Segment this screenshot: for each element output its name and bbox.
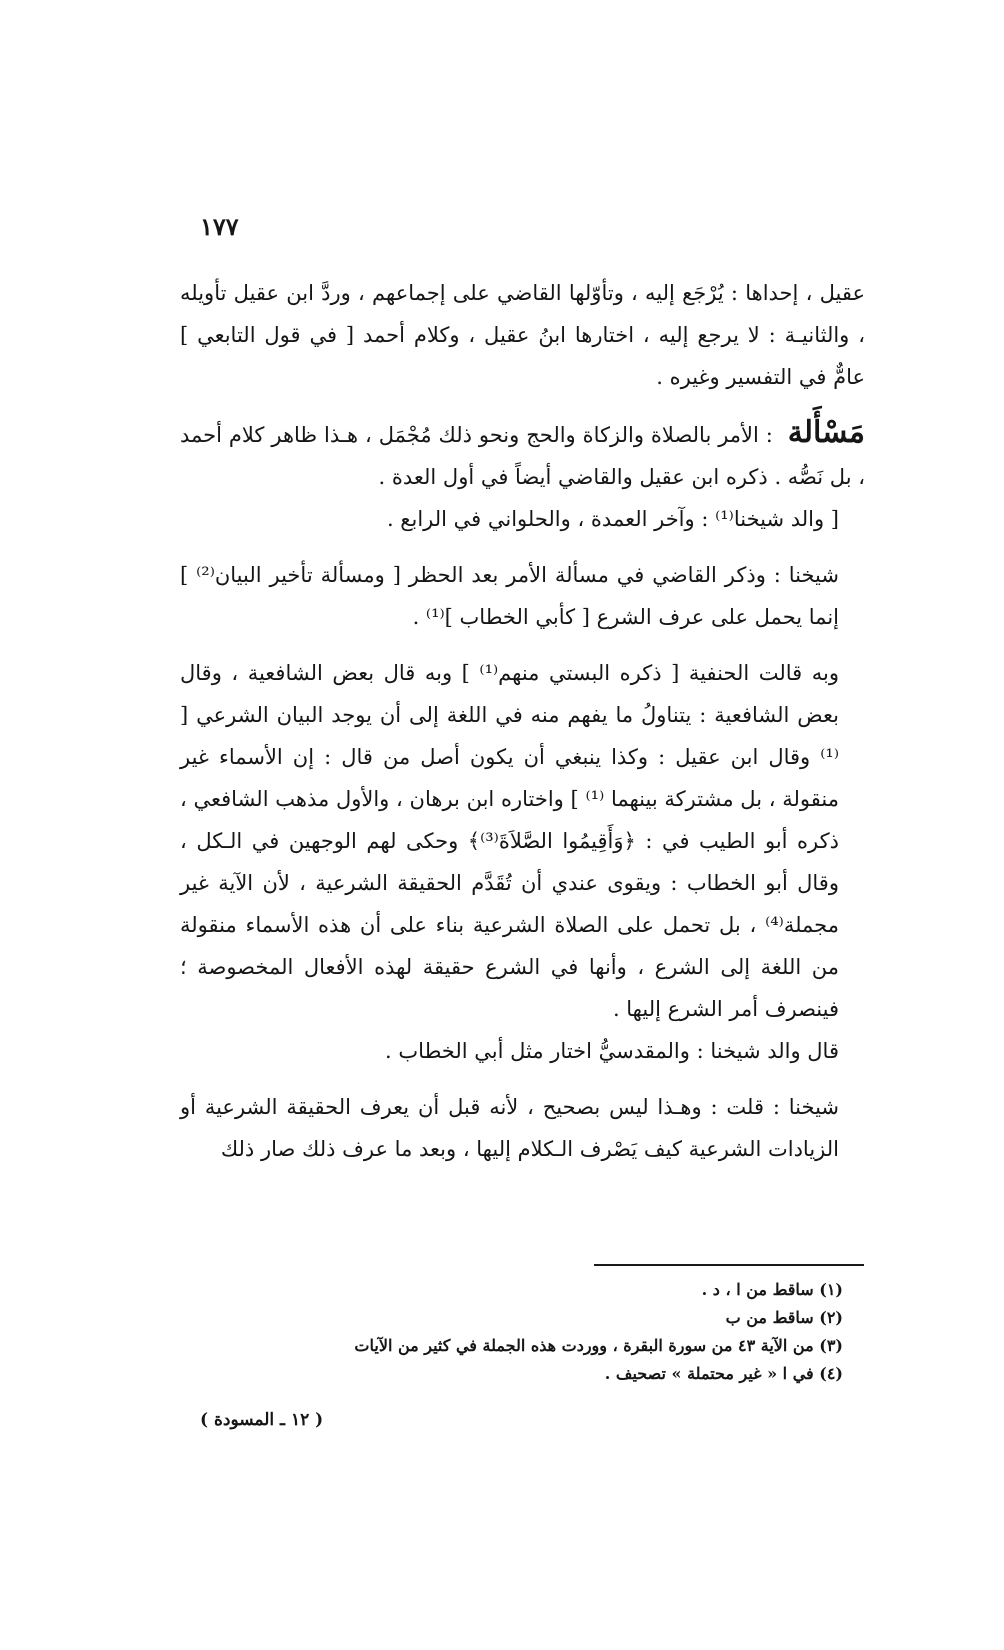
footnote-3: (٣) من الآية ٤٣ من سورة البقرة ، ووردت هذه الجملة في كثير من الآيات bbox=[354, 1336, 843, 1355]
paragraph: وبه قالت الحنفية [ ذكره البستي منهم⁽¹⁾ ] وبه قال بعض الشافعية ، وقال بعض الشافعية : يتناولُ ما يفهم منه في اللغة إلى أن يوجد البيان الشرعي [ ⁽¹⁾ وقال ابن عقيل : وكذا ينبغي أن يكون أصل من قال : إن الأسماء غير منقولة ، بل مشتركة بينهما ⁽¹⁾ ] واختاره ابن برهان ، والأول مذهب الشافعي ، ذكره أبو الطيب في : ﴿وَأَقِيمُوا الصَّلاَةَ⁽³⁾﴾ وحكى لهم الوجهين في الـكل ، وقال أبو الخطاب : ويقوى عندي أن تُقَدَّم الحقيقة الشرعية ، لأن الآية غير مجملة⁽⁴⁾ ، بل تحمل على الصلاة الشرعية بناء على أن هذه الأسماء منقولة من اللغة إلى الشرع ، وأنها في الشرع حقيقة لهذه الأفعال المخصوصة ؛ فينصرف أمر الشرع إليها . bbox=[180, 661, 839, 1021]
main-text bbox=[180, 272, 865, 1170]
paragraph-masala bbox=[180, 412, 865, 498]
footnote-divider bbox=[594, 1264, 864, 1266]
footnotes bbox=[180, 1276, 843, 1388]
paragraph: عقيل ، إحداها : يُرْجَع إليه ، وتأوّلها القاضي على إجماعهم ، وردَّ ابن عقيل تأويله ، والثانيـة : لا يرجع إليه ، اختارها ابنُ عقيل ، وكلام أحمد [ في قول التابعي ] عامٌّ في التفسير وغيره . bbox=[180, 281, 865, 389]
masala-heading: مَسْأَلة bbox=[787, 415, 865, 450]
paragraph: قال والد شيخنا : والمقدسيُّ اختار مثل أبي الخطاب . bbox=[385, 1039, 839, 1063]
footnote-2: (٢) ساقط من ب bbox=[725, 1308, 843, 1327]
signature-mark: ( ١٢ ـ المسودة ) bbox=[200, 1410, 324, 1430]
page-number: ١٧٧ bbox=[200, 212, 239, 241]
footnote-1: (١) ساقط من ا ، د . bbox=[701, 1280, 843, 1299]
footnote-4: (٤) في ا « غير محتملة » تصحيف . bbox=[604, 1364, 843, 1383]
paragraph: [ والد شيخنا⁽¹⁾ : وآخر العمدة ، والحلواني في الرابع . bbox=[386, 507, 839, 531]
paragraph: شيخنا : قلت : وهـذا ليس بصحيح ، لأنه قبل أن يعرف الحقيقة الشرعية أو الزيادات الشرعية كيف يَصْرف الـكلام إليها ، وبعد ما عرف ذلك صار ذلك bbox=[180, 1095, 839, 1161]
paragraph: شيخنا : وذكر القاضي في مسألة الأمر بعد الحظر [ ومسألة تأخير البيان⁽²⁾ ] إنما يحمل على عرف الشرع [ كأبي الخطاب ]⁽¹⁾ . bbox=[180, 563, 839, 629]
masala-text: : الأمر بالصلاة والزكاة والحج ونحو ذلك مُجْمَل ، هـذا ظاهر كلام أحمد ، بل نَصُّه . ذكره ابن عقيل والقاضي أيضاً في أول العدة . bbox=[180, 423, 865, 489]
